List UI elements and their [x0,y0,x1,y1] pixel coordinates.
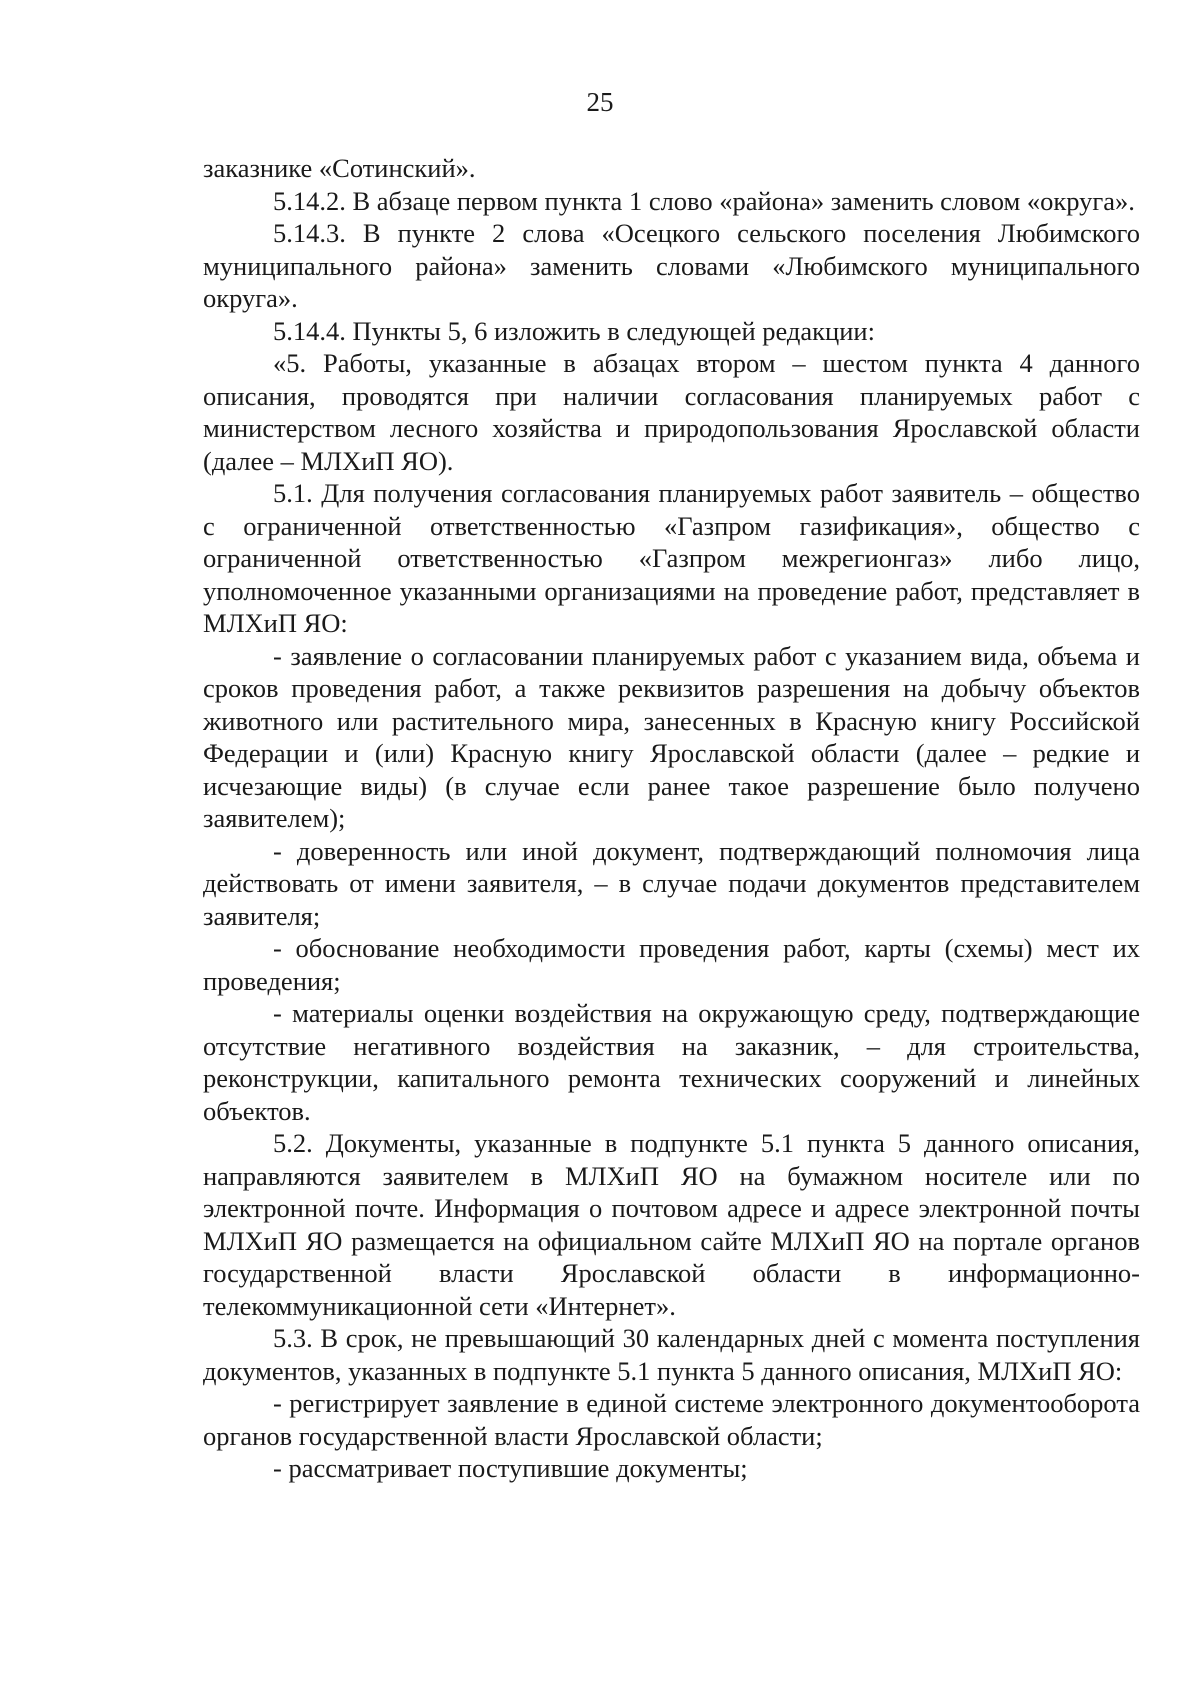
paragraph-point-5: «5. Работы, указанные в абзацах втором – шестом пункта 4 данного описания, проводятся при наличии согласования планируемых работ с министерством лесного хозяйства и природопользования Ярославской области (далее – МЛХиП ЯО). [203,348,1140,476]
paragraph-5-14-2: 5.14.2. В абзаце первом пункта 1 слово «района» заменить словом «округа». [273,185,1135,216]
document-text [203,152,1140,1485]
list-item-application: - заявление о согласовании планируемых работ с указанием вида, объема и сроков проведения работ, а также реквизитов разрешения на добычу объектов животного или растительного мира, занесенных в Красную книгу Российской Федерации и (или) Красную книгу Ярославской области (далее – редкие и исчезающие виды) (в случае если ранее такое разрешение было получено заявителем); [203,640,1140,833]
list-item-power-of-attorney: - доверенность или иной документ, подтверждающий полномочия лица действовать от имени заявителя, – в случае подачи документов представителем заявителя; [203,835,1140,931]
paragraph-5-1: 5.1. Для получения согласования планируемых работ заявитель – общество с ограниченной ответственностью «Газпром газификация», общество с ограниченной ответственностью «Газпром межрегионгаз» либо лицо, уполномоченное указанными организациями на проведение работ, представляет в МЛХиП ЯО: [203,478,1140,638]
list-item-review: - рассматривает поступившие документы; [273,1453,748,1483]
list-item-justification: - обоснование необходимости проведения работ, карты (схемы) мест их проведения; [203,933,1140,996]
list-item-impact-assessment: - материалы оценки воздействия на окружающую среду, подтверждающие отсутствие негативного воздействия на заказник, – для строительства, реконструкции, капитального ремонта технических сооружений и линейных объектов. [203,998,1140,1126]
paragraph-5-3: 5.3. В срок, не превышающий 30 календарных дней с момента поступления документов, указанных в подпункте 5.1 пункта 5 данного описания, МЛХиП ЯО: [203,1323,1140,1386]
paragraph-5-14-4: 5.14.4. Пункты 5, 6 изложить в следующей редакции: [273,315,875,346]
paragraph-5-2: 5.2. Документы, указанные в подпункте 5.1 пункта 5 данного описания, направляются заявителем в МЛХиП ЯО на бумажном носителе или по электронной почте. Информация о почтовом адресе и адресе электронной почты МЛХиП ЯО размещается на официальном сайте МЛХиП ЯО на портале органов государственной власти Ярославской области в информационно-телекоммуникационной сети «Интернет». [203,1128,1140,1321]
paragraph-5-14-3: 5.14.3. В пункте 2 слова «Осецкого сельского поселения Любимского муниципального района» заменить словами «Любимского муниципального округа». [203,218,1140,313]
page-number: 25 [586,87,614,117]
list-item-registration: - регистрирует заявление в единой системе электронного документооборота органов государственной власти Ярославской области; [203,1388,1140,1451]
paragraph-continuation: заказнике «Сотинский». [203,153,476,183]
